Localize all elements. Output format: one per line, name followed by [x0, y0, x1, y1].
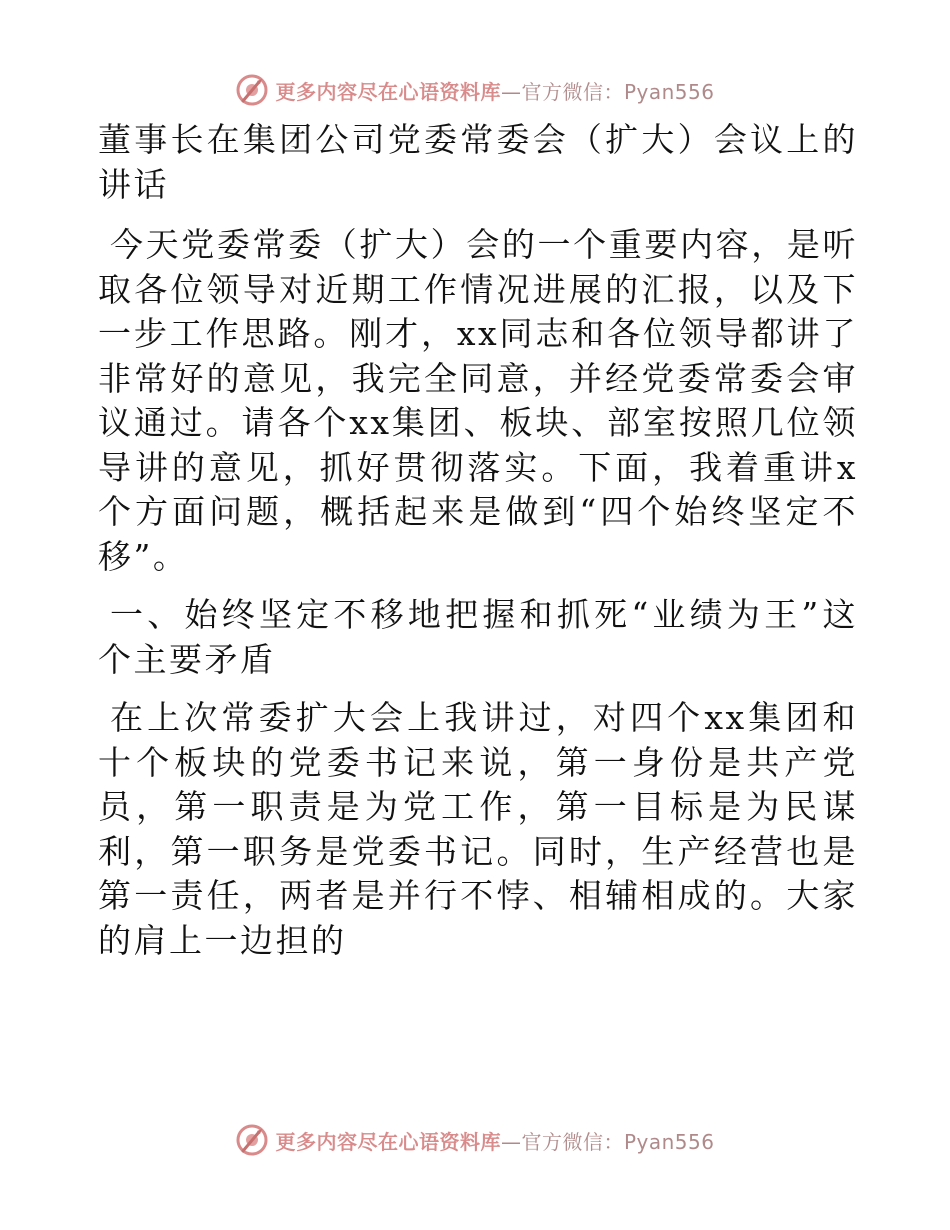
pen-seal-icon	[235, 1123, 269, 1157]
paragraph-section-1: 在上次常委扩大会上我讲过，对四个xx集团和十个板块的党委书记来说，第一身份是共产党员，第一职责是为党工作，第一目标是为民谋利，第一职务是党委书记。同时，生产经营也是第一责任，两者是并行不悖、相辅相成的。大家的肩上一边担的	[98, 698, 858, 960]
watermark-banner-top	[0, 70, 950, 110]
section-heading-1: 一、始终坚定不移地把握和抓死“业绩为王”这个主要矛盾	[98, 595, 858, 679]
document-title: 董事长在集团公司党委常委会（扩大）会议上的讲话	[98, 120, 858, 204]
watermark-text: 更多内容尽在心语资料库—官方微信：Pyan556	[275, 79, 715, 104]
pen-seal-icon	[235, 73, 269, 107]
paragraph-intro: 今天党委常委（扩大）会的一个重要内容，是听取各位领导对近期工作情况进展的汇报，以及下一步工作思路。刚才，xx同志和各位领导都讲了非常好的意见，我完全同意，并经党委常委会审议通过。请各个xx集团、板块、部室按照几位领导讲的意见，抓好贯彻落实。下面，我着重讲x个方面问题，概括起来是做到“四个始终坚定不移”。	[98, 225, 858, 576]
document-body	[98, 118, 858, 977]
watermark-text: 更多内容尽在心语资料库—官方微信：Pyan556	[275, 1129, 715, 1154]
watermark-banner-bottom	[0, 1120, 950, 1160]
